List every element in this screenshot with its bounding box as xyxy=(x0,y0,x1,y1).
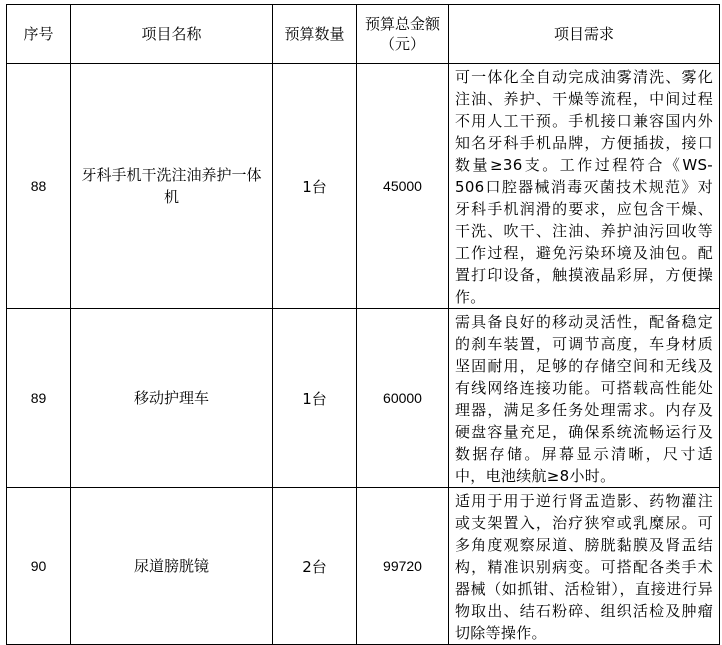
cell-req: 可一体化全自动完成油雾清洗、雾化注油、养护、干燥等流程，中间过程不用人工干预。手机接口兼容国内外知名牙科手机品牌，方便插拔，接口数量≥36支。工作过程符合《WS-506口腔器械消毒灭菌技术规范》对牙科手机润滑的要求，应包含干燥、干洗、吹干、注油、养护油污回收等工作过程，避免污染环境及油包。配置打印设备，触摸液晶彩屏，方便操作。 xyxy=(449,64,720,309)
header-row xyxy=(7,5,720,64)
table-row xyxy=(7,309,720,488)
cell-name: 牙科手机干洗注油养护一体机 xyxy=(71,64,273,309)
cell-qty: 1台 xyxy=(273,309,357,488)
table-row xyxy=(7,488,720,645)
budget-table xyxy=(6,4,720,645)
header-name: 项目名称 xyxy=(71,5,273,64)
header-seq: 序号 xyxy=(7,5,71,64)
cell-name: 移动护理车 xyxy=(71,309,273,488)
cell-amount: 99720 xyxy=(357,488,449,645)
cell-amount: 60000 xyxy=(357,309,449,488)
cell-seq: 90 xyxy=(7,488,71,645)
cell-req: 需具备良好的移动灵活性，配备稳定的刹车装置，可调节高度，车身材质坚固耐用，足够的存储空间和无线及有线网络连接功能。可搭载高性能处理器，满足多任务处理需求。内存及硬盘容量充足，确保系统流畅运行及数据存储。屏幕显示清晰，尺寸适中，电池续航≥8小时。 xyxy=(449,309,720,488)
table-row xyxy=(7,64,720,309)
cell-req: 适用于用于逆行肾盂造影、药物灌注或支架置入，治疗狭窄或乳糜尿。可多角度观察尿道、膀胱黏膜及肾盂结构，精准识别病变。可搭配各类手术器械（如抓钳、活检钳），直接进行异物取出、结石粉碎、组织活检及肿瘤切除等操作。 xyxy=(449,488,720,645)
header-qty: 预算数量 xyxy=(273,5,357,64)
cell-name: 尿道膀胱镜 xyxy=(71,488,273,645)
cell-qty: 2台 xyxy=(273,488,357,645)
header-req: 项目需求 xyxy=(449,5,720,64)
header-amount: 预算总金额（元） xyxy=(357,5,449,64)
cell-amount: 45000 xyxy=(357,64,449,309)
cell-qty: 1台 xyxy=(273,64,357,309)
cell-seq: 88 xyxy=(7,64,71,309)
cell-seq: 89 xyxy=(7,309,71,488)
